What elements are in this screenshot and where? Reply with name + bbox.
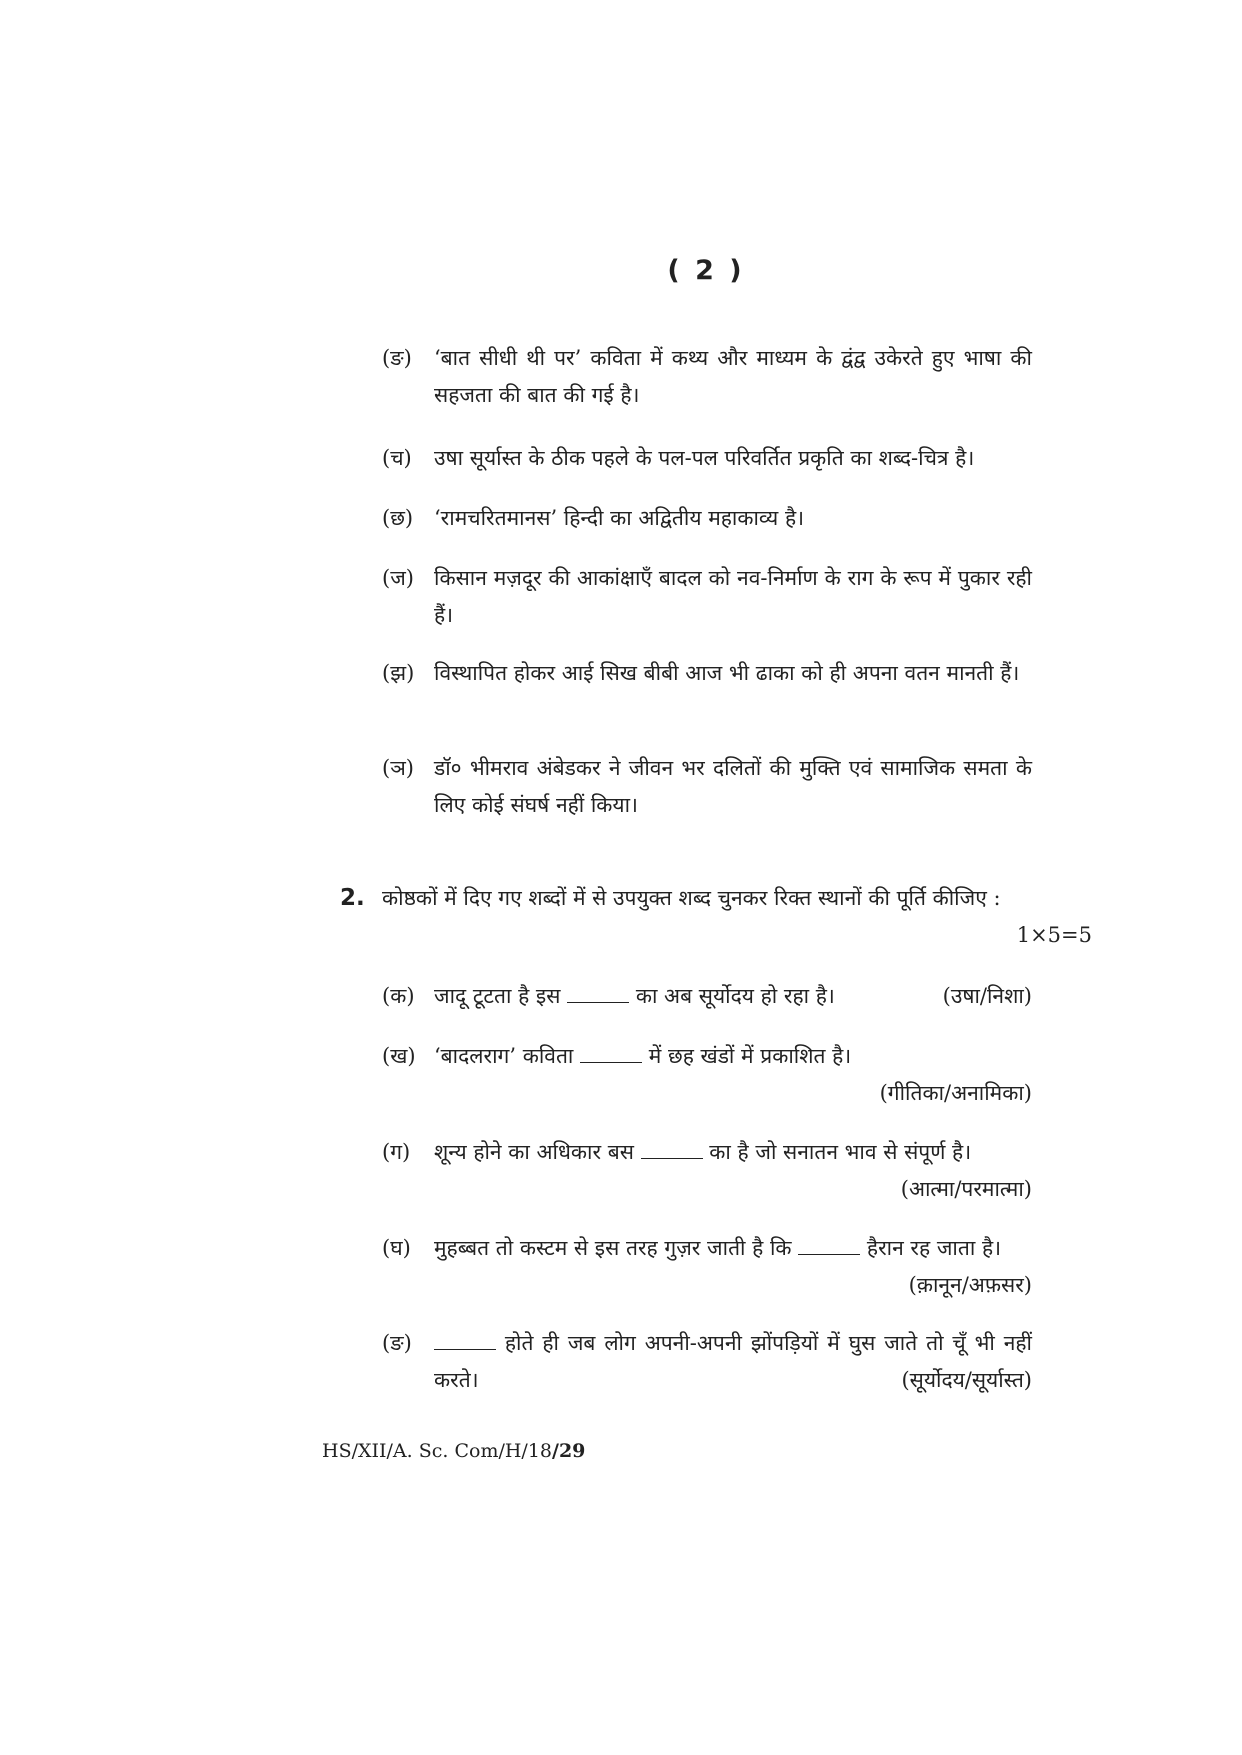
q1-item-nga [382,340,1032,414]
option-hint: (आत्मा/परमात्मा) [900,1177,1032,1201]
item-label: (ख) [382,1044,416,1068]
item-text [434,1230,1032,1297]
text-after-blank: होते ही जब लोग अपनी-अपनी झोंपड़ियों में घुस जाते तो चूँ भी नहीं करते। [434,1331,1032,1392]
marks: 1×5=5 [1016,923,1092,947]
q1-item-nya [382,750,1032,824]
item-text: ‘बात सीधी थी पर’ कविता में कथ्य और माध्यम के द्वंद्व उकेरते हुए भाषा की सहजता की बात की गई है। [434,346,1032,407]
question-number: 2. [340,885,365,911]
item-text [434,1325,1032,1399]
q1-item-ja [382,560,1032,634]
item-text: विस्थापित होकर आई सिख बीबी आज भी ढाका को ही अपना वतन मानती हैं। [434,661,1020,685]
item-label: (ग) [382,1140,411,1164]
paper-code: HS/XII/A. Sc. Com/H/18 [322,1440,553,1462]
item-text: किसान मज़दूर की आकांक्षाएँ बादल को नव-निर्माण के राग के रूप में पुकार रही हैं। [434,566,1032,627]
text-before-blank: ‘बादलराग’ कविता [434,1044,574,1068]
copy-count: /29 [552,1440,586,1462]
text-before-blank: मुहब्बत तो कस्टम से इस तरह गुज़र जाती है कि [434,1236,792,1260]
item-text [434,1038,1032,1112]
item-text: डॉ० भीमराव अंबेडकर ने जीवन भर दलितों की मुक्ति एवं सामाजिक समता के लिए कोई संघर्ष नहीं किया। [434,756,1032,817]
text-after-blank: का है जो सनातन भाव से संपूर्ण है। [709,1140,972,1164]
text-after-blank: का अब सूर्योदय हो रहा है। [635,984,835,1008]
text-before-blank: जादू टूटता है इस [434,984,561,1008]
item-label: (च) [382,446,412,470]
item-label: (ञ) [382,756,414,780]
option-hint: (क़ानून/अफ़सर) [908,1273,1032,1297]
item-label: (ङ) [382,1331,412,1355]
q2-item-ka [382,978,1032,1015]
item-label: (झ) [382,661,415,685]
q2-item-nga [382,1325,1032,1399]
item-text [434,978,1032,1015]
blank-line [567,1001,629,1003]
q2-item-gha [382,1230,1032,1304]
text-after-blank: में छह खंडों में प्रकाशित है। [648,1044,852,1068]
item-label: (क) [382,984,415,1008]
question-stem: कोष्ठकों में दिए गए शब्दों में से उपयुक्त शब्द चुनकर रिक्त स्थानों की पूर्ति कीजिए : [382,886,1001,910]
blank-line [434,1348,496,1350]
option-hint: (उषा/निशा) [942,984,1032,1008]
text-after-blank: हैरान रह जाता है। [866,1236,1002,1260]
q1-item-chha [382,500,1032,537]
q1-item-cha [382,440,1032,477]
item-label: (छ) [382,506,414,530]
blank-line [798,1253,860,1255]
text-before-blank: शून्य होने का अधिकार बस [434,1140,634,1164]
item-label: (ज) [382,566,414,590]
item-label: (घ) [382,1236,411,1260]
item-text: उषा सूर्यास्त के ठीक पहले के पल-पल परिवर्तित प्रकृति का शब्द-चित्र है। [434,446,975,470]
item-label: (ङ) [382,346,412,370]
item-text: ‘रामचरितमानस’ हिन्दी का अद्वितीय महाकाव्य है। [434,506,805,530]
question-2 [340,880,1092,947]
q2-item-kha [382,1038,1032,1112]
footer-code [322,1440,585,1462]
blank-line [580,1061,642,1063]
option-hint: (सूर्योदय/सूर्यास्त) [901,1368,1032,1392]
option-hint: (गीतिका/अनामिका) [879,1081,1032,1105]
page-number: ( 2 ) [667,255,745,286]
q1-item-jha [382,655,1032,692]
item-text [434,1134,1032,1208]
q2-item-ga [382,1134,1032,1208]
blank-line [641,1157,703,1159]
